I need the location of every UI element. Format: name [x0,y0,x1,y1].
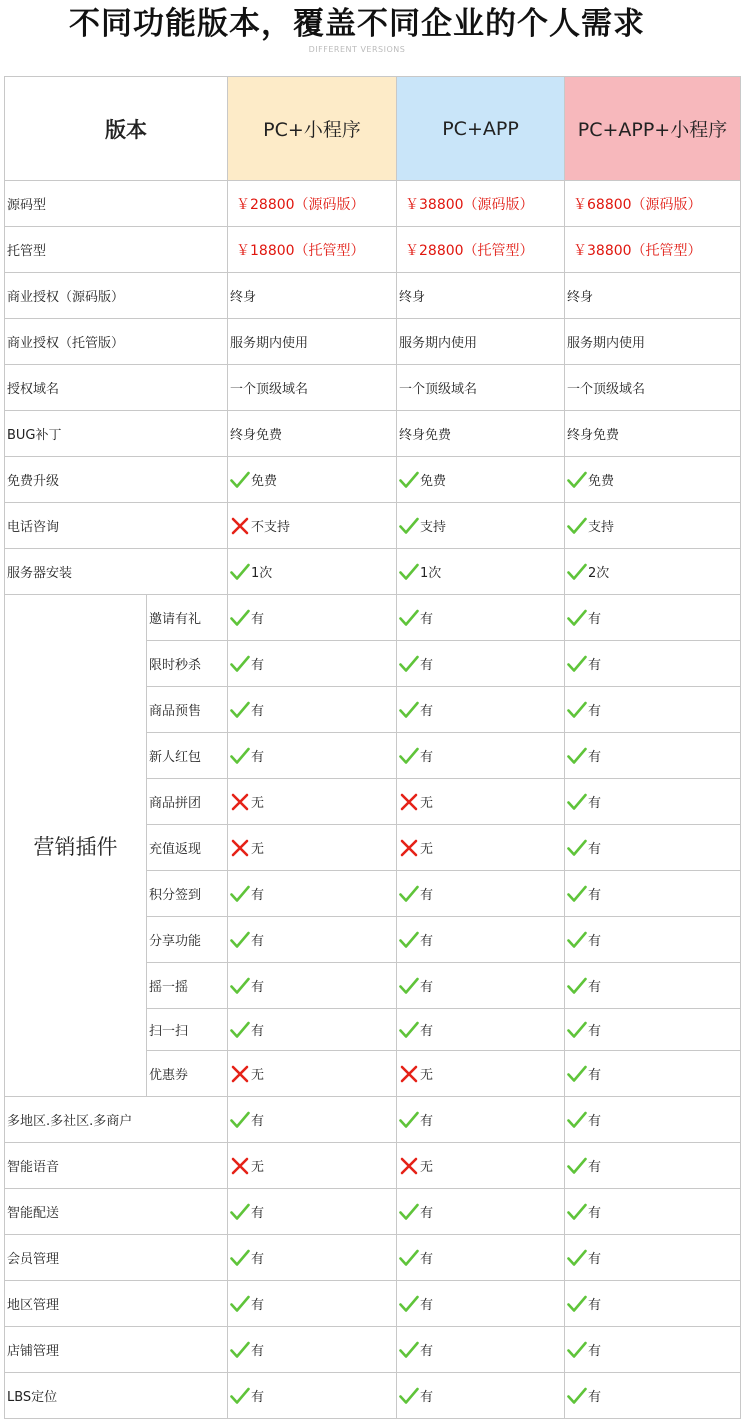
page-title: 不同功能版本，覆盖不同企业的个人需求 [69,6,645,42]
check-icon [567,977,587,995]
value-text: 有 [588,612,602,627]
check-icon [567,563,587,581]
check-icon [399,931,419,949]
text-row [5,319,741,365]
row-label: 商业授权（托管版） [5,319,228,365]
value-cell-1 [228,1235,397,1281]
value-cell-1 [228,871,397,917]
value-cell-3 [565,1097,741,1143]
value-text: 有 [251,1252,265,1267]
check-icon [399,1295,419,1313]
value-text: 无 [420,1068,434,1083]
check-icon [230,1295,250,1313]
value-text: 有 [588,1024,602,1039]
value-text: 有 [251,1206,265,1221]
row-label: 免费升级 [5,457,228,503]
cross-icon [230,1157,250,1175]
value-text: 有 [588,796,602,811]
value-cell-1: 终身免费 [228,411,397,457]
value-text: 有 [588,934,602,949]
value-cell-2 [397,733,565,779]
plugin-label: 扫一扫 [147,1009,228,1051]
feature-row [5,1143,741,1189]
row-label: 地区管理 [5,1281,228,1327]
value-cell-2 [397,1009,565,1051]
value-cell-2 [397,549,565,595]
value-cell-1 [228,779,397,825]
price-cell-3: ￥38800（托管型） [565,227,741,273]
check-icon [230,609,250,627]
value-cell-1: 服务期内使用 [228,319,397,365]
check-icon [399,563,419,581]
check-icon [399,977,419,995]
header-col-1: PC+小程序 [228,77,397,181]
value-text: 免费 [588,474,615,489]
check-icon [399,1021,419,1039]
value-cell-1 [228,1281,397,1327]
check-icon [567,1111,587,1129]
row-label: 会员管理 [5,1235,228,1281]
row-label: 多地区.多社区.多商户 [5,1097,228,1143]
header-col-2: PC+APP [397,77,565,181]
value-cell-1 [228,917,397,963]
cross-icon [399,839,419,857]
value-cell-3: 一个顶级域名 [565,365,741,411]
plugin-label: 积分签到 [147,871,228,917]
check-icon [567,1203,587,1221]
check-icon [399,609,419,627]
cross-icon [399,793,419,811]
value-text: 有 [588,888,602,903]
value-cell-3 [565,1373,741,1419]
header-corner-cell: 版本 [5,77,228,181]
value-text: 无 [251,1068,265,1083]
row-label: 智能配送 [5,1189,228,1235]
price-cell-3: ￥68800（源码版） [565,181,741,227]
check-icon [399,701,419,719]
version-comparison-table [4,76,741,1419]
check-icon [567,517,587,535]
row-label: 托管型 [5,227,228,273]
value-text: 有 [251,1114,265,1129]
check-icon [399,471,419,489]
value-text: 无 [420,796,434,811]
check-icon [230,1111,250,1129]
value-text: 有 [420,1206,434,1221]
text-row [5,365,741,411]
value-cell-2 [397,595,565,641]
value-cell-1 [228,687,397,733]
price-cell-1: ￥18800（托管型） [228,227,397,273]
check-icon [567,1387,587,1405]
value-text: 有 [251,750,265,765]
row-label: 电话咨询 [5,503,228,549]
plugin-label: 摇一摇 [147,963,228,1009]
value-cell-3 [565,549,741,595]
value-cell-3: 服务期内使用 [565,319,741,365]
value-cell-1 [228,1097,397,1143]
value-text: 有 [420,750,434,765]
check-icon [230,701,250,719]
value-text: 有 [420,888,434,903]
value-cell-3: 终身 [565,273,741,319]
value-cell-1: 终身 [228,273,397,319]
header-col-3: PC+APP+小程序 [565,77,741,181]
value-cell-3: 终身免费 [565,411,741,457]
value-text: 有 [588,1344,602,1359]
value-text: 无 [420,1160,434,1175]
plugin-label: 限时秒杀 [147,641,228,687]
check-icon [230,977,250,995]
check-icon [399,747,419,765]
check-icon [567,471,587,489]
value-cell-3 [565,687,741,733]
value-cell-1 [228,641,397,687]
value-text: 有 [420,1114,434,1129]
row-label: 智能语音 [5,1143,228,1189]
value-text: 有 [588,1068,602,1083]
row-label: LBS定位 [5,1373,228,1419]
value-cell-2 [397,503,565,549]
value-cell-3 [565,1051,741,1097]
plugin-label: 邀请有礼 [147,595,228,641]
row-label: 授权域名 [5,365,228,411]
value-cell-2: 终身免费 [397,411,565,457]
price-row [5,181,741,227]
value-text: 2次 [588,566,610,581]
value-cell-3 [565,779,741,825]
table-body [5,77,741,1419]
cross-icon [230,793,250,811]
value-text: 1次 [251,566,273,581]
plugin-row [5,595,741,641]
value-text: 有 [420,1298,434,1313]
row-label: 服务器安装 [5,549,228,595]
value-text: 有 [420,980,434,995]
row-label: BUG补丁 [5,411,228,457]
check-icon [399,1341,419,1359]
check-icon [399,1203,419,1221]
value-text: 支持 [588,520,615,535]
check-row [5,503,741,549]
plugin-label: 商品预售 [147,687,228,733]
value-text: 有 [420,1252,434,1267]
value-text: 有 [588,750,602,765]
value-text: 有 [420,1344,434,1359]
value-cell-2 [397,1189,565,1235]
plugin-label: 充值返现 [147,825,228,871]
value-cell-3 [565,641,741,687]
check-icon [230,1203,250,1221]
value-cell-3 [565,733,741,779]
check-icon [567,885,587,903]
value-cell-1 [228,549,397,595]
value-text: 有 [588,1390,602,1405]
value-text: 有 [251,704,265,719]
plugin-label: 商品拼团 [147,779,228,825]
value-text: 有 [420,658,434,673]
value-cell-1 [228,595,397,641]
value-cell-2 [397,917,565,963]
check-icon [567,1157,587,1175]
value-cell-2 [397,1327,565,1373]
plugin-group-label: 营销插件 [5,595,147,1097]
value-cell-1 [228,825,397,871]
value-cell-1 [228,1009,397,1051]
value-cell-2 [397,1051,565,1097]
value-cell-3 [565,871,741,917]
value-text: 有 [420,612,434,627]
value-text: 1次 [420,566,442,581]
check-icon [567,609,587,627]
value-cell-3 [565,1189,741,1235]
value-cell-3 [565,963,741,1009]
value-cell-1 [228,1051,397,1097]
cross-icon [399,1065,419,1083]
value-cell-3 [565,595,741,641]
feature-row [5,1281,741,1327]
value-cell-1 [228,963,397,1009]
value-text: 支持 [420,520,447,535]
check-row [5,549,741,595]
value-cell-2 [397,1281,565,1327]
cross-icon [230,1065,250,1083]
value-text: 有 [588,842,602,857]
plugin-label: 新人红包 [147,733,228,779]
check-icon [230,885,250,903]
value-text: 有 [420,704,434,719]
cross-icon [230,517,250,535]
value-text: 有 [420,934,434,949]
row-label: 商业授权（源码版） [5,273,228,319]
value-cell-3 [565,457,741,503]
value-cell-1: 一个顶级域名 [228,365,397,411]
value-cell-1 [228,503,397,549]
value-cell-2 [397,825,565,871]
feature-row [5,1235,741,1281]
value-text: 免费 [420,474,447,489]
value-text: 无 [251,796,265,811]
feature-row [5,1189,741,1235]
check-icon [567,1249,587,1267]
value-text: 无 [251,842,265,857]
value-cell-3 [565,503,741,549]
value-cell-1 [228,733,397,779]
value-cell-1 [228,1327,397,1373]
check-icon [230,931,250,949]
value-text: 有 [251,1344,265,1359]
feature-row [5,1373,741,1419]
value-cell-1 [228,1143,397,1189]
price-cell-1: ￥28800（源码版） [228,181,397,227]
row-label: 源码型 [5,181,228,227]
value-cell-2 [397,963,565,1009]
value-cell-1 [228,1373,397,1419]
value-text: 有 [251,658,265,673]
check-icon [567,793,587,811]
row-label: 店铺管理 [5,1327,228,1373]
check-icon [567,1295,587,1313]
check-icon [567,931,587,949]
value-text: 有 [251,1298,265,1313]
value-cell-2: 终身 [397,273,565,319]
check-icon [399,517,419,535]
value-text: 有 [588,658,602,673]
check-icon [399,655,419,673]
check-icon [567,655,587,673]
check-icon [399,1111,419,1129]
cross-icon [399,1157,419,1175]
value-text: 有 [588,1298,602,1313]
value-text: 有 [588,1252,602,1267]
value-cell-3 [565,1009,741,1051]
value-text: 不支持 [251,520,291,535]
value-cell-3 [565,917,741,963]
check-icon [230,655,250,673]
check-icon [399,885,419,903]
value-text: 有 [420,1390,434,1405]
value-text: 有 [588,1206,602,1221]
check-icon [567,1065,587,1083]
check-icon [230,471,250,489]
price-cell-2: ￥38800（源码版） [397,181,565,227]
value-cell-2 [397,1143,565,1189]
header-row [5,77,741,181]
check-icon [567,701,587,719]
value-text: 有 [251,1024,265,1039]
text-row [5,411,741,457]
value-text: 有 [251,980,265,995]
check-icon [230,563,250,581]
value-cell-3 [565,825,741,871]
value-text: 无 [420,842,434,857]
text-row [5,273,741,319]
value-cell-2 [397,1373,565,1419]
value-text: 有 [420,1024,434,1039]
price-row [5,227,741,273]
value-cell-3 [565,1281,741,1327]
check-icon [230,1341,250,1359]
value-text: 有 [251,888,265,903]
value-cell-3 [565,1327,741,1373]
value-cell-2 [397,1097,565,1143]
check-icon [567,747,587,765]
value-text: 无 [251,1160,265,1175]
feature-row [5,1097,741,1143]
check-icon [567,1021,587,1039]
check-icon [399,1249,419,1267]
value-text: 有 [251,612,265,627]
check-icon [230,747,250,765]
check-icon [230,1021,250,1039]
value-cell-2 [397,1235,565,1281]
value-cell-2 [397,779,565,825]
value-text: 有 [588,704,602,719]
value-text: 有 [251,934,265,949]
value-cell-2: 一个顶级域名 [397,365,565,411]
value-cell-2 [397,687,565,733]
price-cell-2: ￥28800（托管型） [397,227,565,273]
value-cell-2 [397,871,565,917]
value-cell-2 [397,641,565,687]
check-icon [230,1387,250,1405]
value-cell-1 [228,457,397,503]
value-text: 有 [588,980,602,995]
value-cell-1 [228,1189,397,1235]
value-text: 免费 [251,474,278,489]
plugin-label: 优惠券 [147,1051,228,1097]
check-icon [567,839,587,857]
value-text: 有 [588,1114,602,1129]
check-icon [230,1249,250,1267]
plugin-label: 分享功能 [147,917,228,963]
value-cell-2 [397,457,565,503]
check-icon [399,1387,419,1405]
check-icon [567,1341,587,1359]
feature-row [5,1327,741,1373]
page-subtitle: DIFFERENT VERSIONS [308,45,406,54]
value-cell-3 [565,1235,741,1281]
value-cell-3 [565,1143,741,1189]
cross-icon [230,839,250,857]
check-row [5,457,741,503]
value-cell-2: 服务期内使用 [397,319,565,365]
value-text: 有 [588,1160,602,1175]
value-text: 有 [251,1390,265,1405]
